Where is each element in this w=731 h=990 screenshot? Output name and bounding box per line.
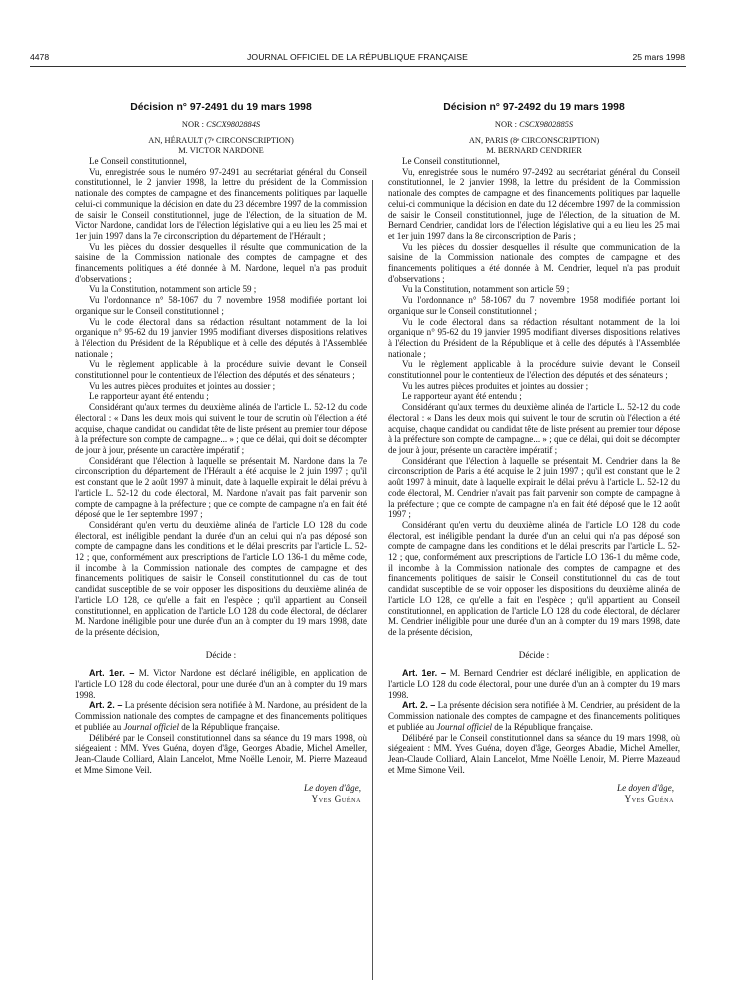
article-1-text: M. Victor Nardone est déclaré inéligible, en application de l'article LO 128 du code électoral, pour une durée d'un an à compter du 19 mars 1998. xyxy=(75,668,367,700)
paragraph: Considérant qu'aux termes du deuxième alinéa de l'article L. 52-12 du code électoral : « Dans les deux mois qui suivent le tour de scrutin où l'élection a été acquise, chaque candidat ou candidat tête de liste présent au premier tour dépose à la préfecture son compte de campagne... » ; que ce délai, qui doit se décompter de jour à jour, présente un caractère impératif ; xyxy=(75,402,367,455)
signature-name: Yves Guéna xyxy=(624,794,674,805)
nor-label: NOR : xyxy=(181,120,205,129)
journal-title: JOURNAL OFFICIEL DE LA RÉPUBLIQUE FRANÇAISE xyxy=(247,52,468,62)
decision-left xyxy=(75,102,367,805)
paragraph: Vu le code électoral dans sa rédaction résultant notamment de la loi organique n° 95-62 du 19 janvier 1995 modifiant diverses dispositions relatives à l'élection du Président de la République et à celle des députés à l'Assemblée nationale ; xyxy=(75,316,367,359)
paragraph: Vu les autres pièces produites et jointes au dossier ; xyxy=(89,380,276,391)
article-1 xyxy=(388,668,680,700)
paragraph: Le rapporteur ayant été entendu ; xyxy=(402,391,522,402)
paragraph: Considérant qu'aux termes du deuxième alinéa de l'article L. 52-12 du code électoral : « Dans les deux mois qui suivent le tour de scrutin où l'élection a été acquise, chaque candidat ou candidat tête de liste présent au premier tour dépose à la préfecture son compte de campagne... » ; que ce délai, qui doit se décompter de jour à jour, présente un caractère impératif ; xyxy=(388,402,680,455)
deliberation: Délibéré par le Conseil constitutionnel dans sa séance du 19 mars 1998, où siégeaient : MM. Yves Guéna, doyen d'âge, Georges Abadie, Michel Ameller, Jean-Claude Colliard, Alain Lancelot, Mme Noëlle Lenoir, M. Pierre Mazeaud et Mme Simone Veil. xyxy=(388,732,680,775)
article-1-label: Art. 1er. – xyxy=(89,668,135,679)
visa-list xyxy=(388,167,680,638)
journal-reference: Journal officiel xyxy=(436,721,493,732)
decision-title: Décision n° 97-2491 du 19 mars 1998 xyxy=(130,102,312,113)
signature-role: Le doyen d'âge, xyxy=(304,783,361,794)
signature-name: Yves Guéna xyxy=(311,794,361,805)
article-2-end: de la République française. xyxy=(181,721,280,732)
paragraph: Vu l'ordonnance n° 58-1067 du 7 novembre 1958 modifiée portant loi organique sur le Conseil constitutionnel ; xyxy=(75,295,367,316)
article-2 xyxy=(388,700,680,732)
signature-role: Le doyen d'âge, xyxy=(617,783,674,794)
decision-intro: Le Conseil constitutionnel, xyxy=(402,156,500,166)
paragraph: Vu les pièces du dossier desquelles il résulte que communication de la saisine de la Commission nationale des comptes de campagne et des financements politiques a été donnée à M. Nardone, lequel n'a pas produit d'observations ; xyxy=(75,241,367,284)
paragraph: Vu les autres pièces produites et jointes au dossier ; xyxy=(402,380,589,391)
decision-title: Décision n° 97-2492 du 19 mars 1998 xyxy=(443,102,625,113)
article-1 xyxy=(75,668,367,700)
signature xyxy=(75,783,361,804)
article-1-label: Art. 1er. – xyxy=(402,668,447,679)
signature xyxy=(388,783,674,804)
paragraph: Vu le règlement applicable à la procédure suivie devant le Conseil constitutionnel pour le contentieux de l'élection des députés et des sénateurs ; xyxy=(75,359,367,381)
issue-date: 25 mars 1998 xyxy=(632,52,685,62)
paragraph: Considérant qu'en vertu du deuxième alinéa de l'article LO 128 du code électoral, est inéligible pendant la durée d'un an celui qui n'a pas déposé son compte de campagne dans les conditions et le délai prescrits par l'article L. 52-12 ; que, conformément aux prescriptions de l'article LO 136-1 du même code, il incombe à la Commission nationale des comptes de campagne et des financements politiques de saisir le Conseil constitutionnel du cas de tout candidat susceptible de se voir opposer les dispositions du deuxième alinéa de l'article LO 128, ce qu'elle a fait en l'espèce ; qu'il appartient au Conseil constitutionnel, en application de l'article LO 128 du code électoral, de déclarer M. Cendrier inéligible pour une durée d'un an à compter du 19 mars 1998, date de la présente décision, xyxy=(388,519,680,637)
paragraph: Vu les pièces du dossier desquelles il résulte que communication de la saisine de la Commission nationale des comptes de campagne et des financements politiques a été donnée à M. Cendrier, lequel n'a pas produit d'observations ; xyxy=(388,241,680,284)
article-2-text: La présente décision sera notifiée à M. Cendrier, au président de la Commission nationale des comptes de campagne et des financements politiques et publiée au xyxy=(388,700,681,732)
paragraph: Vu, enregistrée sous le numéro 97-2492 au secrétariat général du Conseil constitutionnel, le 2 janvier 1998, la lettre du président de la Commission nationale des comptes de campagne et des financements politiques par laquelle celui-ci communique la décision en date du 12 décembre 1997 de la commission de saisir le Conseil constitutionnel, juge de l'élection, de la situation de M. Bernard Cendrier, candidat lors de l'élection législative qui a eu lieu les 25 mai et 1er juin 1997 dans la 8e circonscription de Paris ; xyxy=(388,166,680,241)
nor-label: NOR : xyxy=(494,120,518,129)
page-number: 4478 xyxy=(30,52,50,62)
nor-code: CSCX9802885S xyxy=(519,120,574,129)
paragraph: Vu le code électoral dans sa rédaction résultant notamment de la loi organique n° 95-62 du 19 janvier 1995 modifiant diverses dispositions relatives à l'élection du Président de la République et à celle des députés à l'Assemblée nationale ; xyxy=(388,316,680,359)
page-header xyxy=(30,52,685,66)
circonscription: AN, HÉRAULT (7ᵉ CIRCONSCRIPTION) xyxy=(148,136,294,145)
circonscription: AN, PARIS (8ᵉ CIRCONSCRIPTION) xyxy=(468,136,600,145)
visa-list xyxy=(75,167,367,638)
article-1-text: M. Bernard Cendrier est déclaré inéligible, en application de l'article LO 128 du code électoral, pour une durée d'un an à compter du 19 mars 1998. xyxy=(388,668,680,700)
article-2-label: Art. 2. – xyxy=(402,700,436,711)
paragraph: Vu l'ordonnance n° 58-1067 du 7 novembre 1958 modifiée portant loi organique sur le Conseil constitutionnel ; xyxy=(388,295,680,316)
paragraph: Vu le règlement applicable à la procédure suivie devant le Conseil constitutionnel pour le contentieux de l'élection des députés et des sénateurs ; xyxy=(388,359,680,381)
article-2-label: Art. 2. – xyxy=(89,700,123,711)
decision-right xyxy=(388,102,680,805)
paragraph: Considérant que l'élection à laquelle se présentait M. Cendrier dans la 8e circonscription de Paris a été acquise le 2 juin 1997 ; qu'il est constant que le 2 août 1997 à minuit, date à laquelle expirait le délai prévu à l'article L. 52-12 du code électoral, M. Cendrier n'avait pas fait parvenir son compte de campagne à la préfecture ; que ce compte de campagne n'a en fait été déposé que le 12 août 1997 ; xyxy=(388,455,680,520)
nor-line xyxy=(75,120,367,130)
decision-intro: Le Conseil constitutionnel, xyxy=(89,156,187,166)
article-2 xyxy=(75,700,367,732)
article-2-text: La présente décision sera notifiée à M. Nardone, au président de la Commission nationale des comptes de campagne et des financements politiques et publiée au xyxy=(75,700,368,732)
nor-line xyxy=(388,120,680,130)
decide-heading: Décide : xyxy=(518,649,550,660)
deliberation: Délibéré par le Conseil constitutionnel dans sa séance du 19 mars 1998, où siégeaient : MM. Yves Guéna, doyen d'âge, Georges Abadie, Michel Ameller, Jean-Claude Colliard, Alain Lancelot, Mme Noëlle Lenoir, M. Pierre Mazeaud et Mme Simone Veil. xyxy=(75,732,367,775)
header-rule xyxy=(30,66,686,67)
paragraph: Le rapporteur ayant été entendu ; xyxy=(89,391,209,402)
candidate-name: M. BERNARD CENDRIER xyxy=(486,146,582,155)
paragraph: Considérant que l'élection à laquelle se présentait M. Nardone dans la 7e circonscription du département de l'Hérault a été acquise le 2 juin 1997 ; qu'il est constant que le 2 août 1997 à minuit, date à laquelle expirait le délai prévu à l'article L. 52-12 du code électoral, M. Nardone n'avait pas fait parvenir son compte de campagne à la préfecture ; que ce compte de campagne n'a en fait été déposé que le 1er septembre 1997 ; xyxy=(75,455,367,520)
article-2-end: de la République française. xyxy=(494,721,593,732)
paragraph: Considérant qu'en vertu du deuxième alinéa de l'article LO 128 du code électoral, est inéligible pendant la durée d'un an celui qui n'a pas déposé son compte de campagne dans les conditions et le délai prescrits par l'article L. 52-12 ; que, conformément aux prescriptions de l'article LO 136-1 du même code, il incombe à la Commission nationale des comptes de campagne et des financements politiques de saisir le Conseil constitutionnel du cas de tout candidat susceptible de se voir opposer les dispositions du deuxième alinéa de l'article LO 128, ce qu'elle a fait en l'espèce ; qu'il appartient au Conseil constitutionnel, en application de l'article LO 128 du code électoral, de déclarer M. Nardone inéligible pour une durée d'un an à compter du 19 mars 1998, date de la présente décision, xyxy=(75,519,367,637)
column-divider xyxy=(372,180,373,980)
paragraph: Vu la Constitution, notamment son article 59 ; xyxy=(89,284,257,295)
paragraph: Vu, enregistrée sous le numéro 97-2491 au secrétariat général du Conseil constitutionnel, le 2 janvier 1998, la lettre du président de la Commission nationale des comptes de campagne et des financements politiques par laquelle celui-ci communique la décision en date du 23 décembre 1997 de la commission de saisir le Conseil constitutionnel, juge de l'élection, de la situation de M. Victor Nardone, candidat lors de l'élection législative qui a eu lieu les 25 mai et 1er juin 1997 dans la 7e circonscription du département de l'Hérault ; xyxy=(75,166,367,241)
decide-heading: Décide : xyxy=(205,649,237,660)
candidate-name: M. VICTOR NARDONE xyxy=(178,146,264,155)
journal-reference: Journal officiel xyxy=(123,721,180,732)
paragraph: Vu la Constitution, notamment son article 59 ; xyxy=(402,284,570,295)
nor-code: CSCX9802884S xyxy=(206,120,261,129)
